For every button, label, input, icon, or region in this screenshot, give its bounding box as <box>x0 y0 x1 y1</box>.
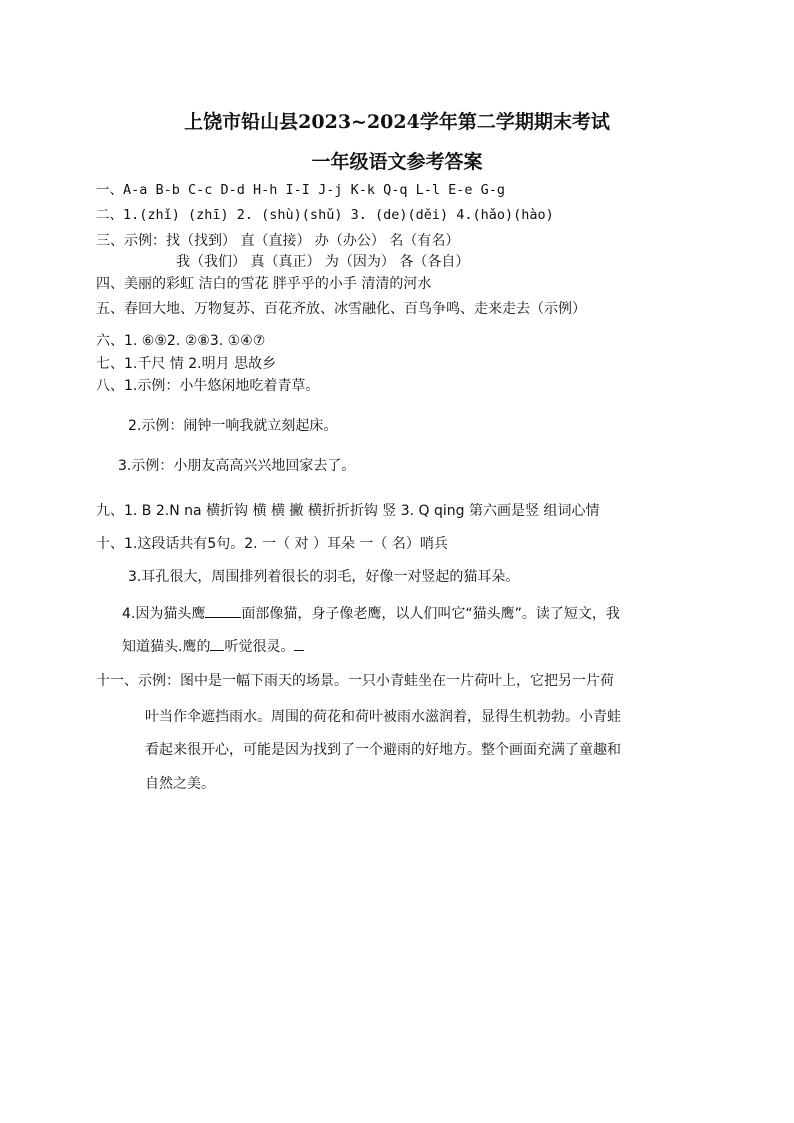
answer-q10-1: 十、1.这段话共有5句。2. 一（ 对 ）耳朵 一（ 名）哨兵 <box>96 536 448 552</box>
answer-q11-line1: 十一、示例：图中是一幅下雨天的场景。一只小青蛙坐在一片荷叶上，它把另一片荷 <box>96 673 614 689</box>
answer-q3-line2: 我（我们） 真（真正） 为（因为） 各（各自） <box>176 254 470 270</box>
answer-q8-2: 2.示例：闹钟一响我就立刻起床。 <box>128 418 338 434</box>
answer-q10-4-part4: 听觉很灵。 <box>224 639 295 655</box>
answer-q2: 二、1.(zhǐ) (zhī) 2. (shù)(shǔ) 3. (de)(děi) 4.(hǎo)(hào) <box>96 207 554 223</box>
answer-q7: 七、1.千尺 情 2.明月 思故乡 <box>96 356 277 372</box>
answer-q4: 四、美丽的彩虹 洁白的雪花 胖乎乎的小手 清清的河水 <box>96 276 432 292</box>
page-title: 上饶市铅山县2023~2024学年第二学期期末考试 <box>184 111 610 133</box>
fill-in-blank <box>294 636 304 651</box>
fill-in-blank <box>210 636 224 651</box>
answer-q8-3: 3.示例：小朋友高高兴兴地回家去了。 <box>118 458 356 474</box>
page-subtitle: 一年级语文参考答案 <box>311 151 483 173</box>
answer-q11-line2: 叶当作伞遮挡雨水。周围的荷花和荷叶被雨水滋润着，显得生机勃勃。小青蛙 <box>145 709 621 725</box>
answer-q5: 五、春回大地、万物复苏、百花齐放、冰雪融化、百鸟争鸣、走来走去（示例） <box>96 301 586 317</box>
answer-q1: 一、A-a B-b C-c D-d H-h I-I J-j K-k Q-q L-l E-e G-g <box>96 182 506 198</box>
answer-q10-4-part2: 面部像猫，身子像老鹰，以人们叫它“猫头鹰”。读了短文，我 <box>241 606 620 622</box>
answer-q10-4-line2 <box>122 636 304 657</box>
fill-in-blank <box>205 603 241 618</box>
answer-q11-line4: 自然之美。 <box>145 776 215 792</box>
answer-q3-line1: 三、示例：找（找到） 直（直接） 办（办公） 名（有名） <box>96 233 460 249</box>
answer-q10-4-part3: 知道猫头.鹰的 <box>122 639 211 655</box>
answer-q11-line3: 看起来很开心，可能是因为找到了一个避雨的好地方。整个画面充满了童趣和 <box>145 742 621 758</box>
answer-q10-4-line1 <box>122 603 620 624</box>
answer-q6: 六、1. ⑥⑨2. ②⑧3. ①④⑦ <box>96 333 266 349</box>
answer-q9: 九、1. B 2.N na 横折钩 横 横 撇 横折折折钩 竖 3. Q qing 第六画是竖 组词心情 <box>96 503 600 519</box>
answer-q8-1: 八、1.示例：小牛悠闲地吃着青草。 <box>96 378 320 394</box>
answer-q10-4-part1: 4.因为猫头鹰 <box>122 606 206 622</box>
answer-q10-3: 3.耳孔很大，周围排列着很长的羽毛，好像一对竖起的猫耳朵。 <box>128 569 520 585</box>
